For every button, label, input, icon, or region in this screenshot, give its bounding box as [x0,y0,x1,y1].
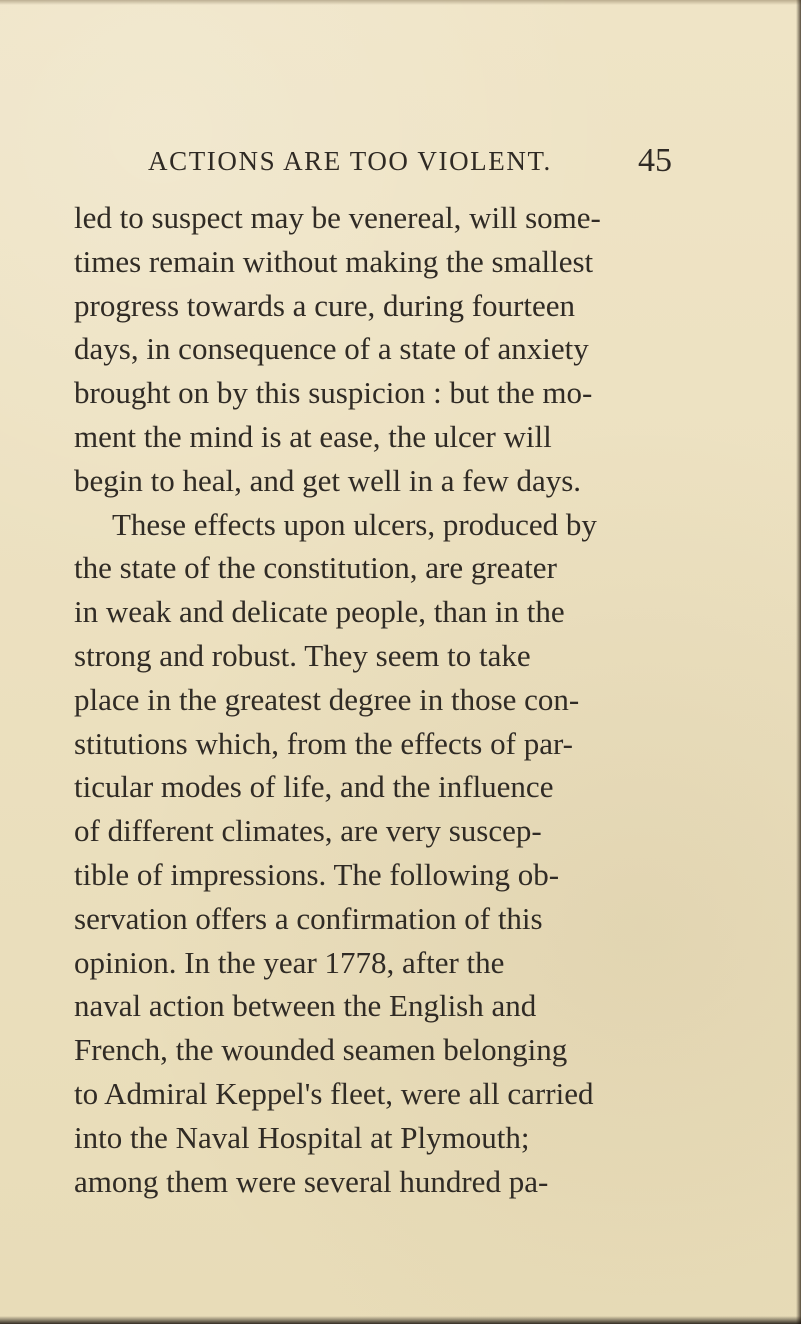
text-line: servation offers a confirmation of this [74,900,543,936]
text-line: brought on by this suspicion : but the mo- [74,375,593,411]
text-line: ment the mind is at ease, the ulcer will [74,418,552,454]
text-line: French, the wounded seamen belonging [74,1032,568,1068]
text-line: begin to heal, and get well in a few days. [74,462,582,498]
text-line: the state of the constitution, are greater [74,550,557,586]
text-line: opinion. In the year 1778, after the [74,944,505,980]
page-number: 45 [638,142,672,179]
running-head: ACTIONS ARE TOO VIOLENT. [148,146,552,176]
page-top-edge [0,0,801,5]
text-line: place in the greatest degree in those con- [74,681,580,717]
page-right-edge [796,0,801,1324]
text-line: tible of impressions. The following ob- [74,856,560,892]
text-line: stitutions which, from the effects of par- [74,725,573,761]
page-header [148,142,688,192]
text-line-indented: These effects upon ulcers, produced by [112,506,597,542]
page-bottom-edge [0,1316,801,1324]
text-line: into the Naval Hospital at Plymouth; [74,1119,530,1155]
text-line: naval action between the English and [74,988,537,1024]
text-line: strong and robust. They seem to take [74,637,531,673]
text-line: of different climates, are very suscep- [74,813,542,849]
text-line: in weak and delicate people, than in the [74,594,565,630]
text-line: times remain without making the smallest [74,243,594,279]
text-line: progress towards a cure, during fourteen [74,287,575,323]
body-text [74,196,714,1203]
text-line: to Admiral Keppel's fleet, were all carried [74,1075,594,1111]
text-line: days, in consequence of a state of anxiety [74,331,589,367]
text-line: ticular modes of life, and the influence [74,769,554,805]
text-line: among them were several hundred pa- [74,1163,549,1199]
text-line: led to suspect may be venereal, will some- [74,200,601,235]
